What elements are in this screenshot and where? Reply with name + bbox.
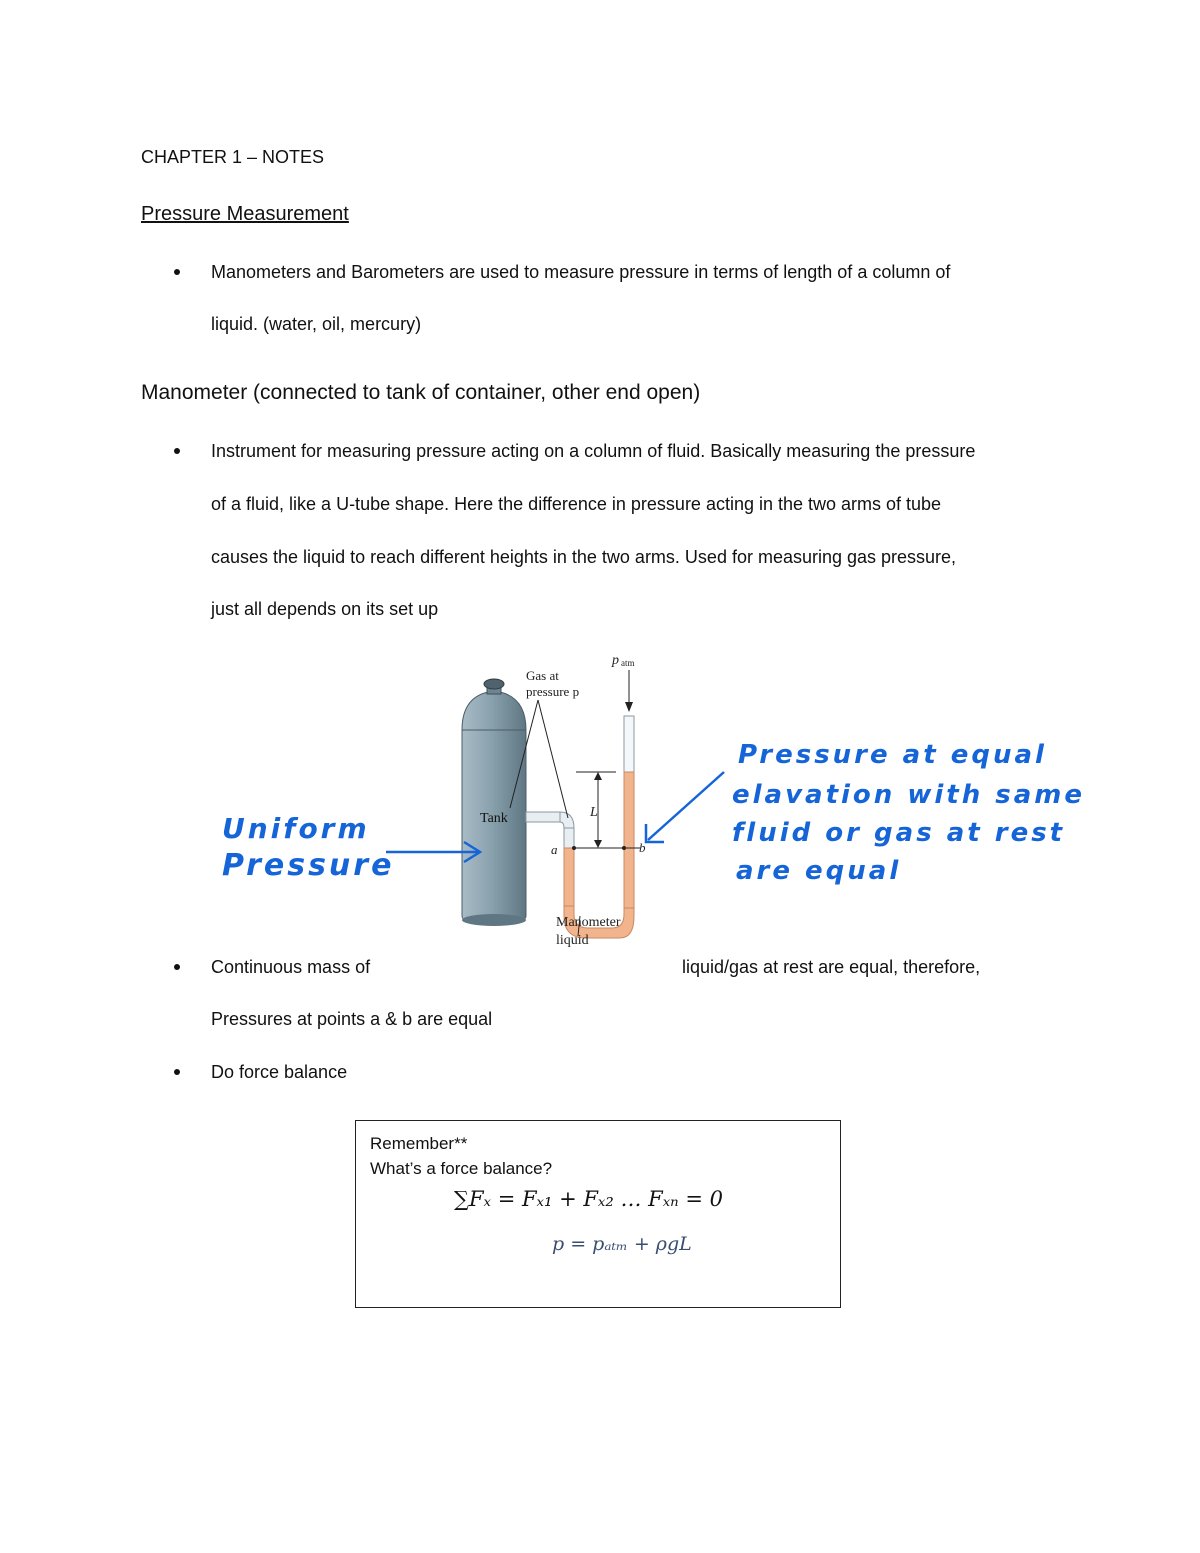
- paragraph-line: Manometers and Barometers are used to measure pressure in terms of length of a column of: [211, 262, 951, 282]
- tank-icon: [462, 679, 526, 926]
- paragraph-line: Instrument for measuring pressure acting on a column of fluid. Basically measuring the pressure: [211, 441, 976, 461]
- handwritten-note: are equal: [736, 856, 902, 886]
- page-title: CHAPTER 1 – NOTES: [141, 147, 325, 167]
- paragraph-line: Continuous mass of: [211, 957, 371, 977]
- paragraph-line: Pressures at points a & b are equal: [211, 1009, 493, 1029]
- paragraph-line: liquid/gas at rest are equal, therefore,: [682, 957, 981, 977]
- patm-sub-label: atm: [621, 658, 635, 668]
- section-heading-pressure-measurement: Pressure Measurement: [141, 203, 349, 225]
- pressure-equation: p = pₐₜₘ + ρgL: [552, 1233, 692, 1255]
- gas-label: Gas at: [526, 668, 559, 683]
- paragraph-line: causes the liquid to reach different heights in the two arms. Used for measuring gas pressure,: [211, 547, 957, 567]
- bullet-marker: [174, 1069, 180, 1075]
- handwritten-note: Uniform: [222, 812, 370, 845]
- paragraph-line: just all depends on its set up: [211, 599, 439, 619]
- paragraph-line: liquid. (water, oil, mercury): [211, 314, 422, 334]
- bullet-marker: [174, 269, 180, 275]
- section-heading-manometer: Manometer (connected to tank of container, other end open): [141, 381, 701, 404]
- remember-box: [355, 1120, 841, 1308]
- handwritten-note: fluid or gas at rest: [732, 818, 1066, 848]
- bullet-marker: [174, 964, 180, 970]
- point-a-label: a: [551, 842, 558, 857]
- paragraph-line: of a fluid, like a U-tube shape. Here the difference in pressure acting in the two arms of tube: [211, 494, 942, 514]
- handwritten-note: elavation with same: [732, 780, 1086, 810]
- handwritten-note: Pressure at equal: [738, 740, 1047, 770]
- handwritten-note: Pressure: [222, 848, 395, 883]
- manometer-liquid-label: Manometer: [556, 915, 621, 930]
- handwritten-arrow-icon: [640, 768, 730, 848]
- tank-label: Tank: [480, 811, 508, 826]
- handwritten-arrow-icon: [384, 836, 484, 864]
- bullet-marker: [174, 448, 180, 454]
- gas-label: pressure p: [526, 684, 580, 699]
- force-balance-equation: ∑Fₓ = Fₓ₁ + Fₓ₂ … Fₓₙ = 0: [454, 1187, 723, 1211]
- remember-question: What’s a force balance?: [370, 1159, 553, 1178]
- length-label: L: [590, 805, 598, 820]
- paragraph-line: Do force balance: [211, 1062, 348, 1082]
- manometer-liquid-label: liquid: [556, 933, 589, 948]
- point-b-label: b: [639, 840, 646, 855]
- patm-label: p: [612, 653, 619, 668]
- remember-label: Remember**: [370, 1134, 468, 1153]
